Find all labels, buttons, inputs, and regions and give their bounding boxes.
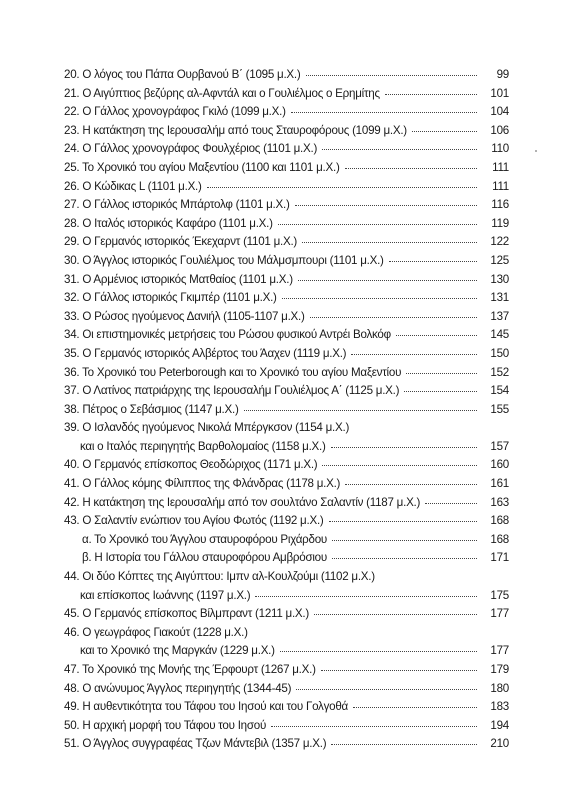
toc-entry [64,642,509,661]
dot-leader [353,706,477,708]
toc-entry [64,698,509,717]
dot-leader [345,167,477,169]
toc-entry-title: 48. Ο ανώνυμος Άγγλος περιηγητής (1344-45) [64,681,292,695]
toc-entry-title: 32. Ο Γάλλος ιστορικός Γκιμπέρ (1101 μ.Χ.) [64,291,277,305]
toc-entry-title: 40. Ο Γερμανός επίσκοπος Θεοδώριχος (1171 μ.Χ.) [64,458,318,472]
toc-entry [64,140,509,159]
dot-leader [321,669,477,671]
toc-entry-title: 49. Η αυθεντικότητα του Τάφου του Ιησού και του Γολγοθά [64,700,348,714]
toc-page-number: 122 [490,235,509,249]
dot-leader [412,130,477,132]
dot-leader [298,279,477,281]
dot-leader [389,260,477,262]
toc-page-number: 161 [490,477,509,491]
toc-entry [64,475,509,494]
dot-leader [295,204,477,206]
dot-leader [280,650,477,652]
toc-page-number: 111 [492,160,509,174]
toc-entry-title: 42. Η κατάκτηση της Ιερουσαλήμ από τον σουλτάνο Σαλαντίν (1187 μ.Χ.) [64,495,421,509]
toc-entry-title: 37. Ο Λατίνος πατριάρχης της Ιερουσαλήμ Γουλιέλμος Α΄ (1125 μ.Χ.) [64,384,400,398]
toc-page-number: 137 [490,309,509,323]
dot-leader [351,353,477,355]
toc-entry-title: 45. Ο Γερμανός επίσκοπος Βίλμπραντ (1211 μ.Χ.) [64,607,309,621]
toc-entry-title: 29. Ο Γερμανός ιστορικός Έκεχαρντ (1101 μ.Χ.) [64,235,298,249]
toc-page-number: 119 [491,216,509,230]
dot-leader [207,186,477,188]
toc-entry-title: και ο Ιταλός περιηγητής Βαρθολομαίος (1158 μ.Χ.) [80,439,326,453]
toc-entry [64,345,509,364]
dot-leader [302,241,477,243]
toc-page-number: 131 [490,291,509,305]
dot-leader [314,613,477,615]
toc-entry [64,717,509,736]
toc-page-number: 179 [490,663,509,676]
table-of-contents [64,66,509,754]
toc-page-number: 210 [490,737,509,751]
dot-leader [331,446,477,448]
toc-entry-title: 38. Πέτρος ο Σεβάσμιος (1147 μ.Χ.) [64,402,239,416]
toc-entry [64,196,509,215]
dot-leader [380,577,477,578]
toc-page-number: 177 [490,644,509,658]
dot-leader [385,93,477,95]
toc-page-number: 183 [490,700,509,714]
toc-entry-title: 47. Το Χρονικό της Μονής της Έρφουρτ (1267 μ.Χ.) [64,663,316,676]
toc-entry [64,233,509,252]
dot-leader [406,372,477,374]
dot-leader [271,725,477,727]
toc-entry-title: 39. Ο Ισλανδός ηγούμενος Νικολά Μπέργκσον (1154 μ.Χ.) [64,421,350,435]
dot-leader [255,595,477,597]
toc-entry-title: 33. Ο Ρώσος ηγούμενος Δανιήλ (1105-1107 μ.Χ.) [64,309,305,323]
dot-leader [306,74,478,76]
toc-page-number: 110 [491,142,509,156]
toc-entry [64,680,509,699]
toc-entry [64,624,509,643]
toc-entry [64,252,509,271]
toc-entry [64,512,509,531]
dot-leader [278,223,477,225]
dot-leader [332,557,477,559]
toc-page-number: 168 [490,514,509,528]
toc-entry-title: 28. Ο Ιταλός ιστορικός Καφάρο (1101 μ.Χ.) [64,216,273,230]
toc-entry-title: 30. Ο Άγγλος ιστορικός Γουλιέλμος του Μάλμσμπουρι (1101 μ.Χ.) [64,253,384,267]
toc-entry [64,271,509,290]
toc-page-number: 104 [490,105,509,119]
toc-entry-title: 41. Ο Γάλλος κόμης Φίλιππος της Φλάνδρας (1178 μ.Χ.) [64,477,341,491]
dot-leader [404,390,477,392]
dot-leader [331,743,477,745]
dot-leader [244,409,477,411]
toc-entry-title: και επίσκοπος Ιωάννης (1197 μ.Χ.) [80,588,251,602]
toc-page-number: 145 [490,328,509,342]
toc-page-number: 130 [490,272,509,286]
toc-entry-title: 51. Ο Άγγλος συγγραφέας Τζων Μάντεβιλ (1357 μ.Χ.) [64,737,327,751]
toc-page-number: 157 [490,439,509,453]
dot-leader [354,428,477,429]
toc-entry [64,178,509,197]
toc-page-number: 125 [490,253,509,267]
toc-entry [64,159,509,178]
toc-entry [64,382,509,401]
toc-entry [64,308,509,327]
toc-entry [64,549,509,568]
toc-entry [64,494,509,513]
toc-entry [64,419,509,438]
toc-entry-title: 35. Ο Γερμανός ιστορικός Αλβέρτος του Άαχεν (1119 μ.Χ.) [64,346,347,360]
toc-page-number: 160 [490,458,509,472]
toc-entry [64,85,509,104]
toc-entry-title: 46. Ο γεωγράφος Γιακούτ (1228 μ.Χ.) [64,625,248,639]
toc-entry [64,661,509,680]
toc-entry [64,103,509,122]
toc-entry-title: 20. Ο λόγος του Πάπα Ουρβανού Β΄ (1095 μ.Χ.) [64,68,301,81]
toc-page-number: 154 [490,384,509,398]
toc-page-number: 171 [490,551,509,565]
scan-speck [535,150,537,152]
toc-page-number: 175 [490,588,509,602]
dot-leader [322,148,477,150]
toc-entry [64,215,509,234]
toc-page-number: 168 [490,532,509,546]
toc-entry [64,66,509,85]
toc-entry [64,364,509,383]
toc-entry-title: α. Το Χρονικό του Άγγλου σταυροφόρου Ριχάρδου [82,532,328,546]
toc-entry-title: 50. Η αρχική μορφή του Τάφου του Ιησού [64,718,267,732]
toc-entry-title: 43. Ο Σαλαντίν ενώπιον του Αγίου Φωτός (1192 μ.Χ.) [64,514,324,528]
toc-entry-title: 25. Το Χρονικό του αγίου Μαξεντίου (1100 και 1101 μ.Χ.) [64,160,340,174]
toc-page-number: 101 [490,86,509,100]
toc-page-number: 194 [490,718,509,732]
toc-page-number: 180 [490,681,509,695]
dot-leader [332,539,477,541]
dot-leader [282,297,477,299]
toc-page-number: 163 [490,495,509,509]
toc-entry-title: 36. Το Χρονικό του Peterborough και το Χρονικό του αγίου Μαξεντίου [64,365,402,379]
dot-leader [345,483,477,485]
toc-entry [64,531,509,550]
toc-page-number: 155 [490,402,509,416]
toc-entry-title: 34. Οι επιστημονικές μετρήσεις του Ρώσου φυσικού Αντρέι Βολκόφ [64,328,391,342]
toc-entry [64,326,509,345]
toc-page-number: 152 [490,365,509,379]
dot-leader [291,111,477,113]
toc-entry [64,401,509,420]
toc-page-number: 111 [492,179,509,193]
dot-leader [322,464,477,466]
toc-page-number: 99 [496,68,509,81]
toc-entry [64,438,509,457]
toc-entry [64,568,509,587]
toc-entry-title: 24. Ο Γάλλος χρονογράφος Φουλχέριος (1101 μ.Χ.) [64,142,318,156]
toc-entry [64,289,509,308]
dot-leader [253,633,477,634]
toc-page-number: 150 [490,346,509,360]
toc-entry [64,587,509,606]
toc-entry-title: β. Η Ιστορία του Γάλλου σταυροφόρου Αμβρόσιου [82,551,327,565]
toc-entry-title: 22. Ο Γάλλος χρονογράφος Γκιλό (1099 μ.Χ.) [64,105,286,119]
toc-page-number: 106 [490,123,509,137]
toc-entry-title: 27. Ο Γάλλος ιστορικός Μπάρτολφ (1101 μ.Χ.) [64,198,290,212]
dot-leader [329,520,477,522]
dot-leader [310,316,477,318]
toc-page-number: 177 [490,607,509,621]
toc-entry [64,605,509,624]
toc-entry-title: 44. Οι δύο Κόπτες της Αιγύπτου: Ιμπν αλ-Κουλζούμι (1102 μ.Χ.) [64,570,375,584]
toc-page-number: 116 [491,198,509,212]
dot-leader [425,502,477,504]
toc-entry-title: και το Χρονικό της Μαργκάν (1229 μ.Χ.) [80,644,275,658]
dot-leader [296,688,477,690]
toc-entry-title: 26. Ο Κώδικας L (1101 μ.Χ.) [64,179,202,193]
dot-leader [396,334,477,336]
toc-entry-title: 21. Ο Αιγύπτιος βεζύρης αλ-Αφντάλ και ο Γουλιέλμος ο Ερημίτης [64,86,380,100]
toc-entry [64,456,509,475]
toc-entry-title: 23. Η κατάκτηση της Ιερουσαλήμ από τους Σταυροφόρους (1099 μ.Χ.) [64,123,407,137]
toc-entry [64,735,509,754]
toc-entry-title: 31. Ο Αρμένιος ιστορικός Ματθαίος (1101 μ.Χ.) [64,272,293,286]
toc-entry [64,122,509,141]
